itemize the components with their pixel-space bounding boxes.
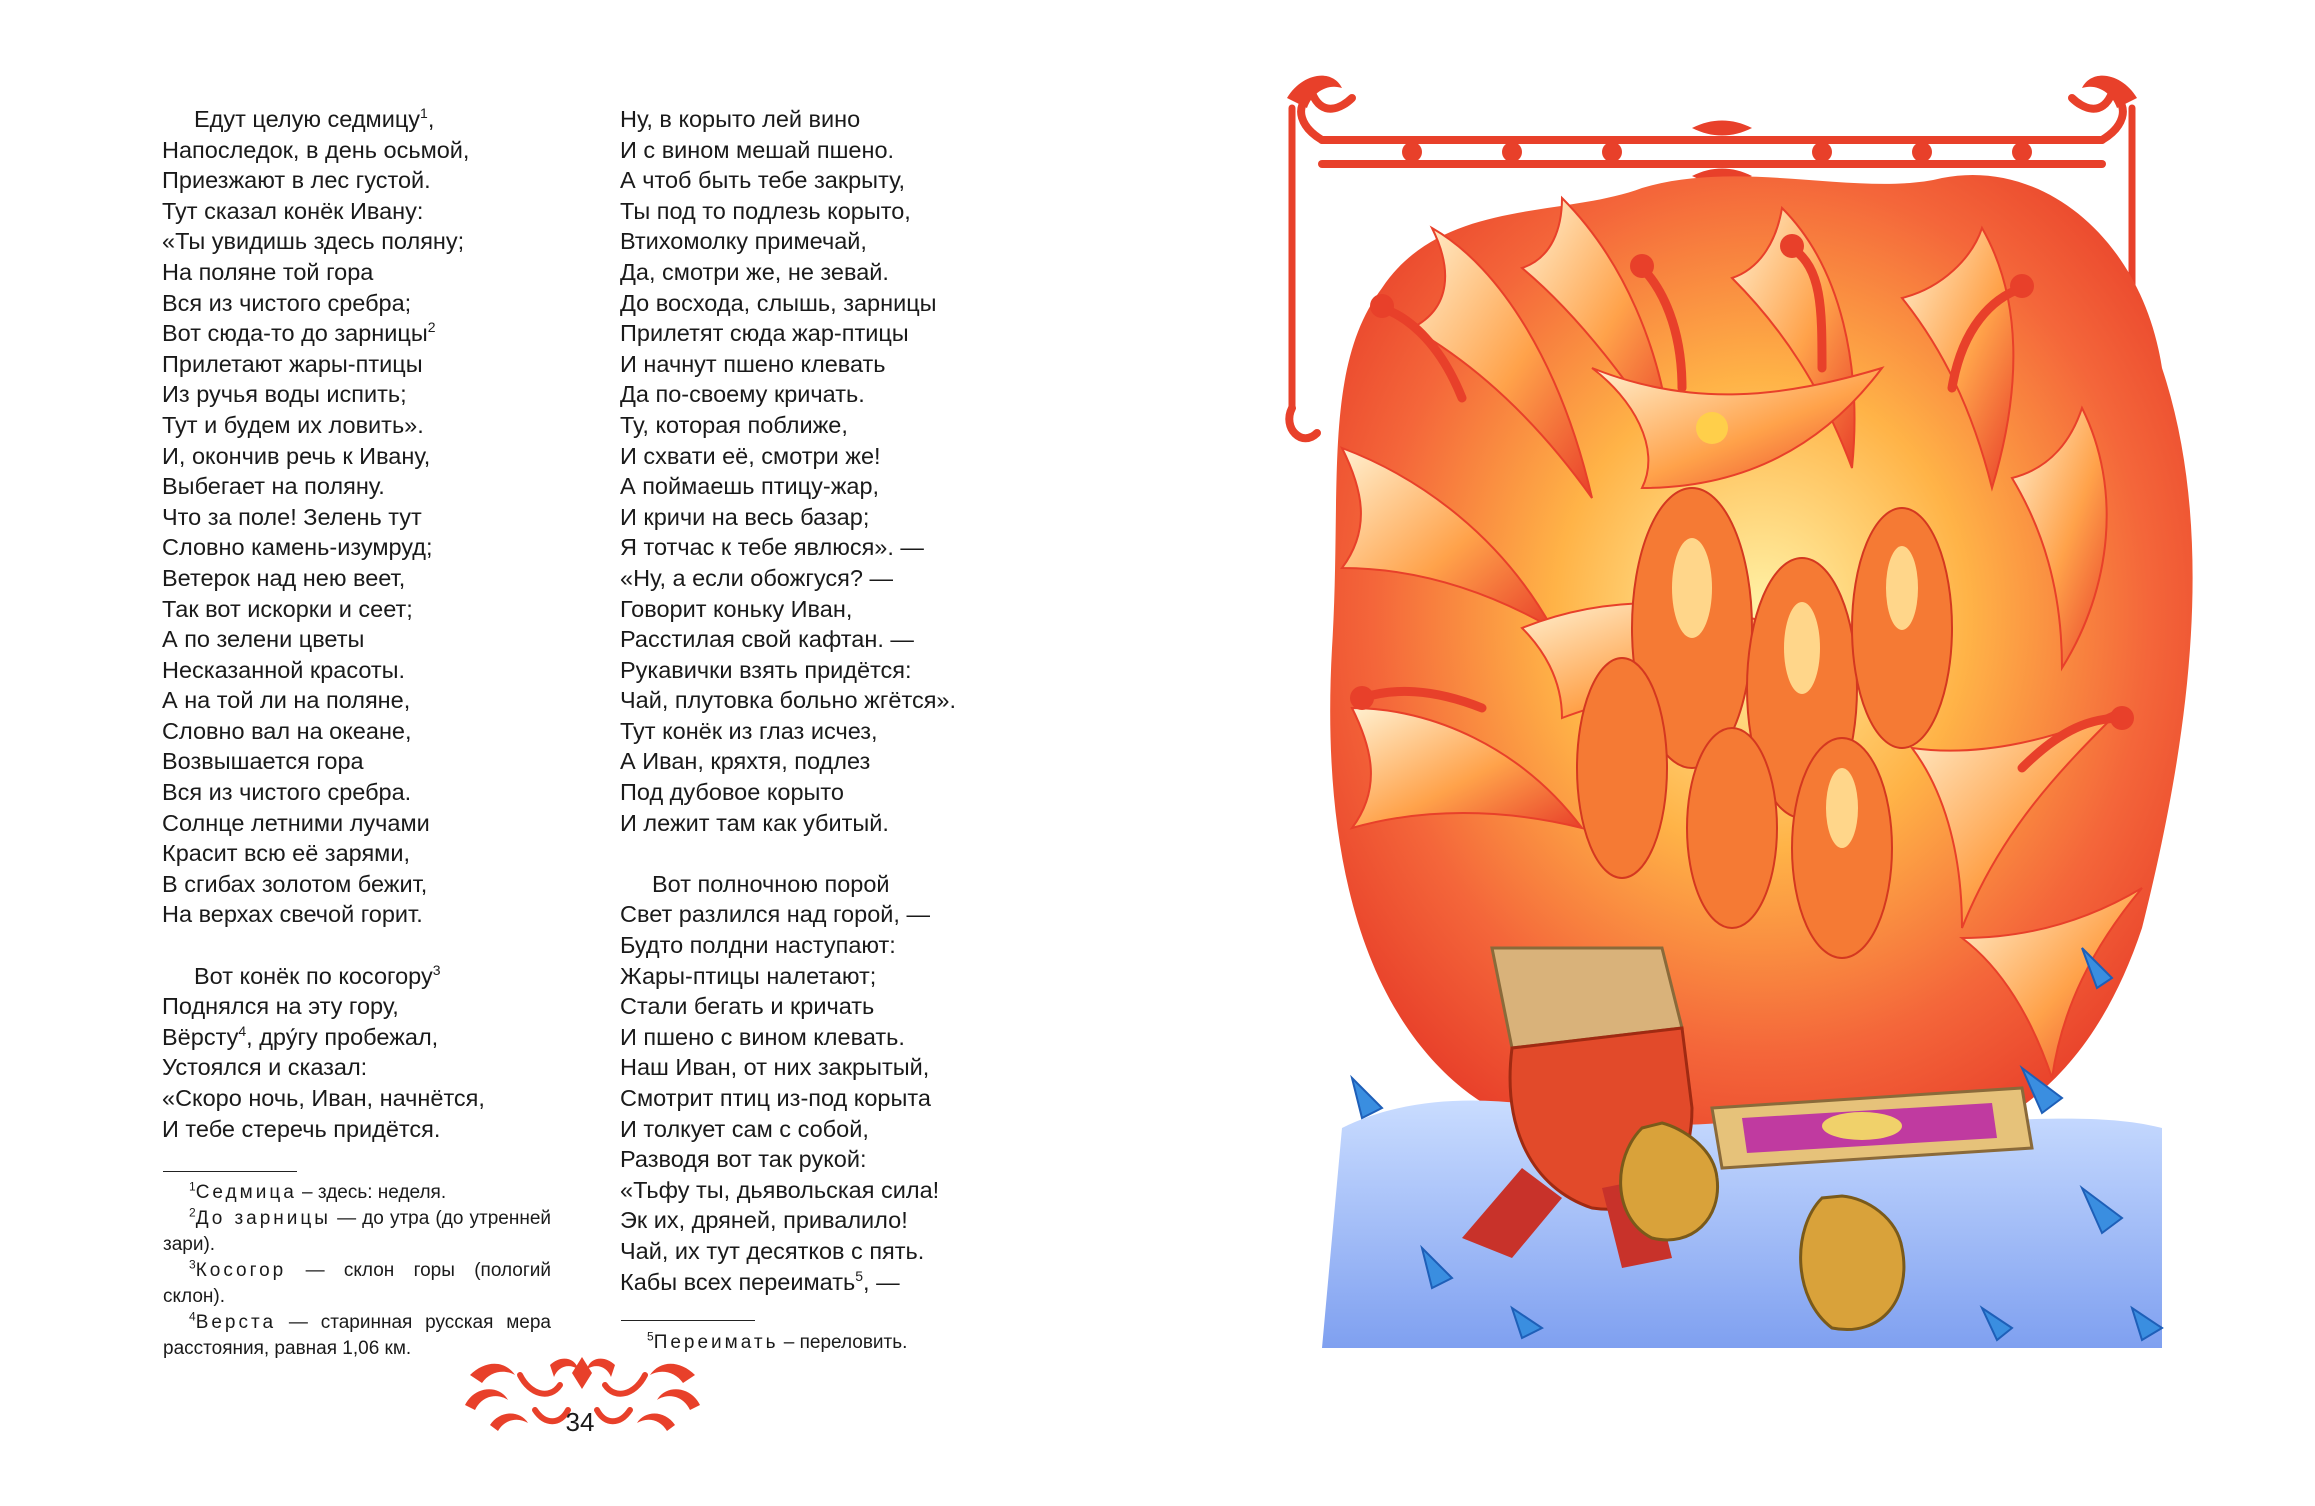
poem-line: Втихомолку примечай, — [620, 228, 867, 255]
poem-line: В сгибах золотом бежит, — [162, 870, 428, 897]
poem-line: Да, смотри же, не зевай. — [620, 258, 889, 285]
poem-line: До восхода, слышь, зарницы — [620, 289, 937, 316]
poem-line: Вёрсту$^4$, дру́гу пробежал, — [162, 1022, 439, 1050]
poem-line: Эк их, дряней, привалило! — [620, 1207, 908, 1234]
footnote-ref[interactable]: 5 — [855, 1267, 864, 1284]
poem-line: И с вином мешай пшено. — [620, 136, 895, 163]
footnote-ref[interactable]: 2 — [427, 319, 436, 336]
poem-line: Я тотчас к тебе явлюся». — — [620, 534, 924, 561]
poem-line: Чай, их тут десятков с пять. — [620, 1237, 925, 1264]
poem-line: Солнце летними лучами — [162, 809, 430, 836]
footnote: $^3$Косогор — склон горы (пологий склон). — [163, 1257, 551, 1307]
poem-line: Тут сказал конёк Ивану: — [162, 197, 424, 224]
poem-line: Чай, плутовка больно жгётся». — [620, 687, 957, 714]
poem-line: А по зелени цветы — [162, 626, 365, 653]
footnote-ref[interactable]: 4 — [238, 1022, 247, 1039]
poem-line: Словно камень-изумруд; — [162, 534, 433, 561]
poem-line: «Тьфу ты, дьявольская сила! — [620, 1176, 940, 1203]
stanza-gap — [620, 838, 956, 869]
poem-line: Говорит коньку Иван, — [620, 595, 853, 622]
poem-line: Так вот искорки и сеет; — [162, 595, 413, 622]
poem-line: И толкует сам с собой, — [620, 1115, 869, 1142]
poem-line: Вот сюда-то до зарницы$^2$ — [162, 319, 436, 347]
poem-line: Рукавички взять придётся: — [620, 656, 912, 683]
stanza-gap — [162, 930, 485, 961]
poem-line: Жары-птицы налетают; — [620, 962, 877, 989]
poem-line: Несказанной красоты. — [162, 656, 406, 683]
poem-line: Ту, которая поближе, — [620, 411, 848, 438]
poem-line: Кабы всех переимать$^5$, — — [620, 1267, 900, 1295]
poem-line: Разводя вот так рукой: — [620, 1146, 867, 1173]
poem-line: Ну, в корыто лей вино — [620, 106, 861, 132]
footnote: $^1$Седмица – здесь: неделя. — [189, 1179, 447, 1203]
footnotes-right — [621, 1330, 1001, 1356]
poem-column-left — [162, 104, 485, 1144]
footnote: $^2$До зарницы — до утра (до утренней зари). — [163, 1205, 551, 1255]
poem-line: Выбегает на поляну. — [162, 473, 385, 500]
poem-line: Свет разлился над горой, — — [620, 901, 930, 928]
poem-line: Возвышается гора — [162, 748, 364, 775]
poem-line: Едут целую седмицу$^1$, — [194, 105, 435, 132]
footnotes-left — [163, 1180, 551, 1362]
poem-line: На верхах свечой горит. — [162, 901, 423, 928]
footnote-ref[interactable]: 1 — [420, 105, 428, 122]
poem-line: Прилетают жары-птицы — [162, 350, 423, 377]
footnote-divider — [163, 1171, 297, 1172]
poem-line: Тут конёк из глаз исчез, — [620, 717, 878, 744]
poem-line: «Скоро ночь, Иван, начнётся, — [162, 1085, 485, 1111]
poem-line: Из ручья воды испить; — [162, 381, 407, 408]
poem-line: Под дубовое корыто — [620, 779, 844, 806]
poem-line: Стали бегать и кричать — [620, 993, 875, 1020]
poem-line: Наш Иван, от них закрытый, — [620, 1054, 930, 1081]
poem-line: Ветерок над нею веет, — [162, 564, 406, 591]
poem-line: На поляне той гора — [162, 258, 374, 285]
poem-line: А на той ли на поляне, — [162, 687, 411, 714]
poem-line: А чтоб быть тебе закрыту, — [620, 167, 906, 194]
poem-line: Расстилая свой кафтан. — — [620, 626, 914, 653]
poem-line: Вся из чистого сребра. — [162, 779, 412, 806]
poem-line: Ты под то подлезь корыто, — [620, 197, 911, 224]
poem-line: Приезжают в лес густой. — [162, 167, 431, 194]
poem-line: Вот конёк по косогору$^3$ — [194, 961, 441, 989]
poem-line: «Ты увидишь здесь поляну; — [162, 228, 465, 255]
poem-line: «Ну, а если обожгуся? — — [620, 564, 893, 591]
poem-line: И схвати её, смотри же! — [620, 442, 881, 469]
poem-line: Красит всю её зарями, — [162, 840, 410, 867]
poem-line: Смотрит птиц из-под корыта — [620, 1085, 931, 1111]
footnote-divider — [621, 1320, 755, 1321]
ornament-icon — [460, 1355, 705, 1455]
page-number: 34 — [565, 1407, 595, 1437]
poem-line: Тут и будем их ловить». — [162, 411, 424, 438]
poem-column-right — [620, 104, 956, 1297]
poem-line: И тебе стеречь придётся. — [162, 1115, 441, 1142]
poem-line: И пшено с вином клевать. — [620, 1023, 905, 1050]
footnote: $^4$Верста — старинная русская мера расстояния, равная 1,06 км. — [163, 1309, 551, 1359]
poem-line: А Иван, кряхтя, подлез — [620, 748, 871, 775]
poem-line: И, окончив речь к Ивану, — [162, 442, 431, 469]
poem-line: И кричи на весь базар; — [620, 503, 870, 530]
poem-line: Что за поле! Зелень тут — [162, 503, 422, 530]
poem-line: Прилетят сюда жар-птицы — [620, 320, 909, 347]
poem-line: Будто полдни наступают: — [620, 932, 896, 959]
footnote: $^5$Переимать – переловить. — [647, 1329, 908, 1353]
poem-line: Словно вал на океане, — [162, 717, 412, 744]
poem-line: Да по-своему кричать. — [620, 381, 865, 408]
poem-line: И лежит там как убитый. — [620, 809, 889, 836]
poem-line: Вся из чистого сребра; — [162, 289, 412, 316]
footnote-ref[interactable]: 3 — [432, 961, 441, 978]
poem-line: Поднялся на эту гору, — [162, 993, 399, 1020]
poem-line: Напоследок, в день осьмой, — [162, 136, 470, 163]
poem-line: Устоялся и сказал: — [162, 1054, 368, 1081]
poem-line: И начнут пшено клевать — [620, 350, 886, 377]
poem-line: А поймаешь птицу-жар, — [620, 473, 880, 500]
firebird-illustration — [1262, 68, 2242, 1358]
poem-line: Вот полночною порой — [652, 870, 890, 897]
